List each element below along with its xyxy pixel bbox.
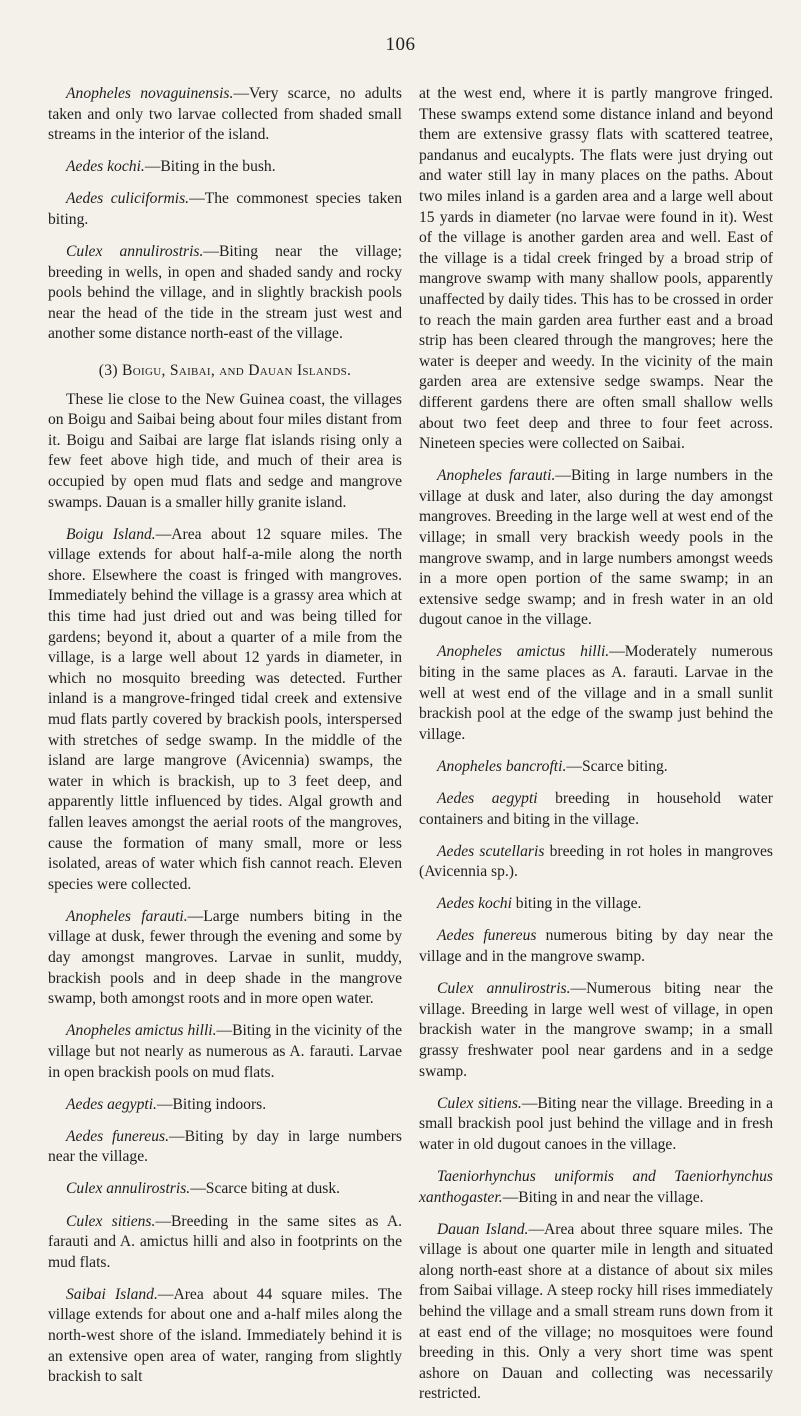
paragraph-text: —Area about 12 square miles. The village extends for about half-a-mile along the north shore. Elsewhere the coast is fringed with mangroves. Immediately behind the village is a grassy area which at this time had just dried out and was being tilled for gardens; beyond it, about a quarter of a mile from the village, is a large well about 12 yards in diameter, in which no mosquito breeding was detected. Further inland is a mangrove-fringed tidal creek and extensive mud flats partly covered by brackish pools, interspersed with stretches of sedge swamp. In the middle of the island are large mangrove (Avicennia) swamps, the water in which is brackish, up to 3 feet deep, and apparently little influenced by tides. Algal growth and fallen leaves amongst the aerial roots of the mangroves, cause the formation of many small, more or less isolated, areas of water which fish cannot reach. Eleven species were collected.	[48, 525, 402, 893]
species-name: Culex annulirostris.	[437, 980, 571, 998]
paragraph-text: —Biting in the vicinity of the village but not nearly as numerous as A. farauti. Larvae in open brackish pools on mud flats.	[48, 1022, 402, 1081]
paragraph-text: —Scarce biting.	[566, 757, 668, 775]
paragraph	[419, 466, 773, 631]
paragraph-text: —Biting near the village. Breeding in a small brackish pool just behind the village and in fresh water in old dugout canoes in the village.	[419, 1094, 773, 1153]
species-name: Anopheles novaguinensis.	[66, 85, 234, 102]
paragraph-text: at the west end, where it is partly mangrove fringed. These swamps extend some distance inland and beyond them are extensive grassy flats with scattered teatree, pandanus and eucalypts. The flats were just drying out and water still lay in many places on the paths. About two miles inland is a garden area and a large well about 15 yards in diameter (no larvae were found in it). West of the village is another garden area and well. East of the village is a tidal creek fringed by a broad strip of mangrove swamp with many shallow pools, apparently unaffected by daily tides. This has to be crossed in order to reach the main garden area further east and a broad strip has been cleared through the mangroves; here the water is deeper and weedy. In the vicinity of the main garden area are extensive sedge swamps. Near the different gardens there are often small shallow wells about two feet deep and three to four feet across. Nineteen species were collected on Saibai.	[419, 85, 773, 453]
paragraph-text: —The commonest species taken biting.	[48, 190, 402, 228]
species-name: Culex sitiens.	[437, 1094, 522, 1112]
paragraph-text: breeding in rot holes in mangroves (Avicennia sp.).	[419, 842, 773, 881]
species-name: Anopheles farauti.	[66, 907, 188, 925]
species-name: Culex annulirostris.	[66, 1180, 191, 1198]
species-name: Aedes culiciformis.	[66, 190, 190, 208]
paragraph	[48, 189, 402, 230]
paragraph	[48, 1285, 402, 1388]
paragraph	[419, 789, 773, 830]
species-name: Boigu Island.	[66, 525, 156, 543]
paragraph-text: These lie close to the New Guinea coast, the villages on Boigu and Saibai being about four miles distant from it. Boigu and Saibai are large flat islands rising only a few feet above high tide, and much of their area is occupied by open mud flats and sedge and mangrove swamps. Dauan is a smaller hilly granite island.	[48, 390, 402, 511]
paragraph	[419, 894, 773, 915]
paragraph	[48, 1095, 402, 1116]
species-name: Anopheles farauti.	[437, 467, 556, 485]
paragraph-text: —Biting in large numbers in the village at dusk and later, also during the day amongst mangroves. Breeding in the large well at west end of the village; in small very brackish weedy pools in the mangrove swamp, and in large numbers amongst weeds in a more open portion of the same swamp; in an extensive sedge swamp; and in fresh water in an old dugout canoe in the village.	[419, 467, 773, 629]
left-column	[48, 84, 402, 1399]
paragraph	[419, 84, 773, 455]
species-name: Saibai Island.	[66, 1285, 158, 1303]
paragraph	[48, 242, 402, 345]
paragraph	[48, 907, 402, 1010]
paragraph	[48, 1179, 402, 1200]
paragraph-text: biting in the village.	[511, 895, 642, 913]
paragraph-text: —Very scarce, no adults taken and only two larvae collected from shaded small streams in the interior of the island.	[48, 85, 402, 144]
paragraph-text: —Scarce biting at dusk.	[190, 1180, 341, 1198]
species-name: Anopheles amictus hilli.	[66, 1022, 217, 1040]
paragraph	[419, 1167, 773, 1208]
species-name: Aedes scutellaris	[437, 842, 545, 860]
paragraph-text: —Numerous biting near the village. Breeding in large well west of village, in open brackish water in the mangrove swamp; in a small grassy freshwater pool near gardens and in a sedge swamp.	[419, 980, 773, 1080]
paragraph	[48, 1127, 402, 1168]
species-name: Culex sitiens.	[66, 1212, 156, 1230]
section-heading: (3) Boigu, Saibai, and Dauan Islands.	[98, 362, 352, 380]
paragraph-text: —Biting near the village; breeding in wells, in open and shaded sandy and rocky pools behind the village, and in slightly brackish pools near the head of the tide in the stream just west and another some distance north-east of the village.	[48, 243, 402, 343]
paragraph-text: breeding in household water containers and biting in the village.	[419, 790, 773, 828]
paragraph	[419, 1220, 773, 1405]
paragraph	[48, 390, 402, 514]
species-name: Aedes kochi.	[66, 158, 145, 176]
paragraph	[48, 1021, 402, 1083]
paragraph-text: —Breeding in the same sites as A. farauti and A. amictus hilli and also in footprints on the mud flats.	[48, 1212, 402, 1271]
paragraph	[419, 842, 773, 883]
paragraph-text: —Biting in the bush.	[144, 158, 276, 176]
species-name: Dauan Island.	[437, 1220, 529, 1238]
species-name: Aedes aegypti	[437, 790, 538, 807]
right-column	[419, 84, 773, 1416]
paragraph-text: —Biting by day in large numbers near the village.	[48, 1127, 403, 1166]
paragraph	[48, 157, 402, 178]
paragraph-text: numerous biting by day near the village and in the mangrove swamp.	[419, 927, 773, 966]
paragraph-text: —Biting indoors.	[156, 1095, 267, 1113]
paragraph-text: —Moderately numerous biting in the same places as A. farauti. Larvae in the well at west end of the village and in a small sunlit brackish pool at the edge of the swamp just behind the village.	[419, 643, 773, 743]
species-name: Anopheles bancrofti.	[437, 757, 567, 775]
paragraph	[48, 84, 402, 146]
paragraph-text: —Area about 44 square miles. The village extends for about one and a-half miles along the north-west shore of the island. Immediately behind it is an extensive open area of water, ranging from slightly brackish to salt	[48, 1285, 402, 1386]
paragraph	[48, 525, 402, 896]
species-name: Anopheles amictus hilli.	[437, 643, 610, 661]
species-name: Aedes aegypti.	[66, 1095, 157, 1113]
paragraph-text: —Biting in and near the village.	[502, 1188, 704, 1206]
species-name: Culex annulirostris.	[66, 243, 204, 261]
species-name: Aedes funereus.	[66, 1127, 169, 1145]
species-name: Aedes kochi	[437, 895, 512, 913]
paragraph	[419, 979, 773, 1082]
paragraph	[48, 1212, 402, 1274]
paragraph-text: —Large numbers biting in the village at dusk, fewer through the evening and some by day amongst mangroves. Larvae in sunlit, muddy, brackish pools and in deep shade in the mangrove swamp, both amongst roots and in more open water.	[48, 907, 402, 1008]
paragraph	[419, 926, 773, 967]
paragraph	[419, 642, 773, 745]
species-name: Aedes funereus	[437, 927, 537, 945]
species-name: Taeniorhynchus uniformis and Taeniorhynchus xanthogaster.	[419, 1167, 773, 1206]
paragraph	[419, 757, 773, 778]
paragraph-text: —Area about three square miles. The village is about one quarter mile in length and situated along north-east shore at a distance of about six miles from Saibai village. A steep rocky hill rises immediately behind the village and a small stream runs down from it at east end of the village; no mosquitoes were found breeding in this. Only a very short time was spent ashore on Dauan and collecting was necessarily restricted.	[419, 1220, 773, 1403]
paragraph	[419, 1094, 773, 1156]
page-number: 106	[385, 34, 416, 55]
